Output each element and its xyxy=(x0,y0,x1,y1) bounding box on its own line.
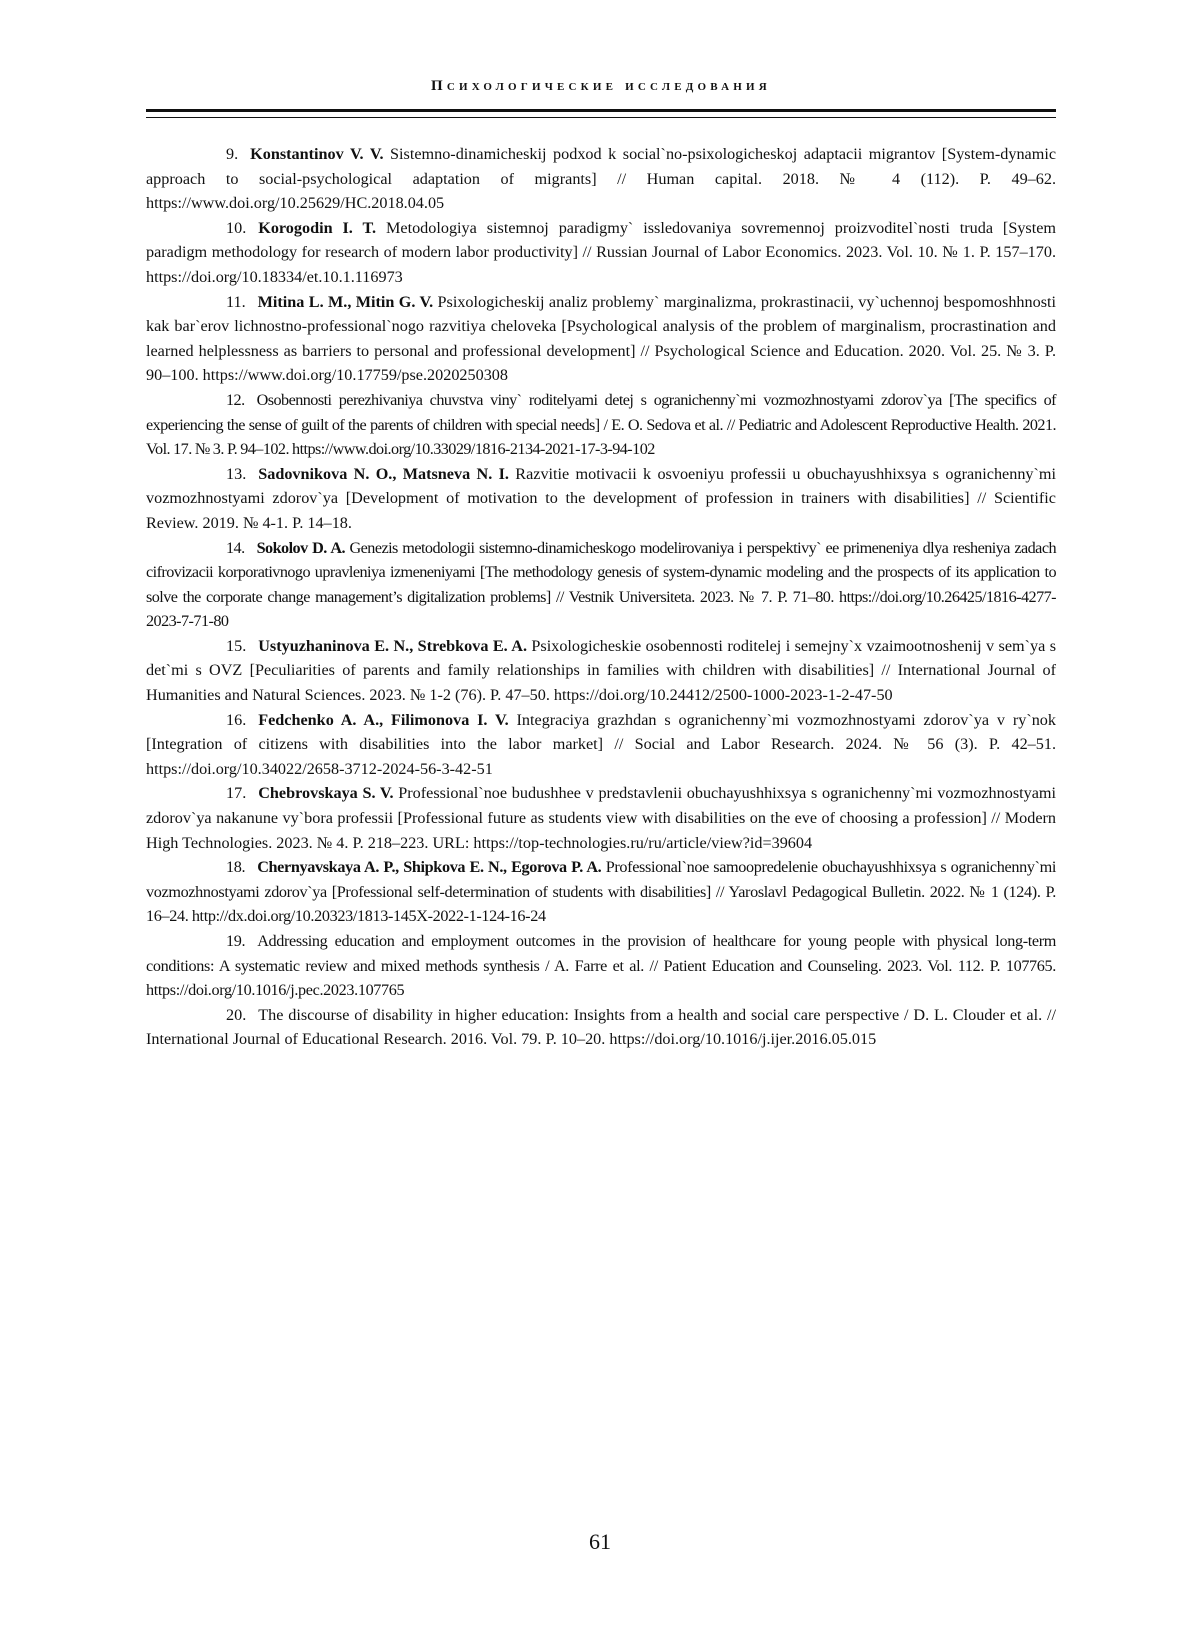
reference-10 xyxy=(146,216,1056,290)
reference-authors: Konstantinov V. V. xyxy=(250,145,383,163)
reference-authors: Sadovnikova N. O., Matsneva N. I. xyxy=(258,465,509,483)
reference-number: 19. xyxy=(186,929,245,954)
reference-number: 16. xyxy=(186,708,246,733)
reference-text: Psixologicheskij analiz problemy` marginalizma, prokrastinacii, vy`uchennoj bespomoshhnosti kak bar`erov lichnostno-professional`nogo razvitiya cheloveka [Psychological analysis of the problem of marginalism, procrastination and learned helplessness as barriers to personal and professional development] // Psychological Science and Education. 2020. Vol. 25. № 3. P. 90–100. https://www.doi.org/10.17759/pse.2020250308 xyxy=(146,293,1056,385)
reference-authors: Sokolov D. A. xyxy=(257,539,345,557)
reference-number: 17. xyxy=(186,781,246,806)
reference-number: 12. xyxy=(186,388,245,413)
reference-11 xyxy=(146,290,1056,388)
reference-18 xyxy=(146,855,1056,929)
reference-text: Sistemno-dinamicheskij podxod k social`no-psixologicheskoj adaptacii migrantov [System-dynamic approach to social-psychological adaptation of migrants] // Human capital. 2018. № 4 (112). P. 49–62. https://www.doi.org/10.25629/HC.2018.04.05 xyxy=(146,145,1056,212)
reference-number: 9. xyxy=(186,142,238,167)
reference-text: Osobennosti perezhivaniya chuvstva viny` roditelyami detej s ogranichenny`mi vozmozhnostyami zdorov`ya [The specifics of experiencing the sense of guilt of the parents of children with special needs] / E. O. Sedova et al. // Pediatric and Adolescent Reproductive Health. 2021. Vol. 17. № 3. P. 94–102. https://www.doi.org/10.33029/1816-2134-2021-17-3-94-102 xyxy=(146,391,1056,458)
reference-number: 15. xyxy=(186,634,246,659)
reference-17 xyxy=(146,781,1056,855)
reference-authors: Fedchenko A. A., Filimonova I. V. xyxy=(258,711,508,729)
reference-number: 14. xyxy=(186,536,245,561)
reference-14 xyxy=(146,536,1056,634)
running-head: Психологические исследования xyxy=(146,78,1056,95)
reference-text: The discourse of disability in higher education: Insights from a health and social care perspective / D. L. Clouder et al. // International Journal of Educational Research. 2016. Vol. 79. P. 10–20. https://doi.org/10.1016/j.ijer.2016.05.015 xyxy=(146,1006,1056,1049)
reference-authors: Ustyuzhaninova E. N., Strebkova E. A. xyxy=(258,637,527,655)
reference-16 xyxy=(146,708,1056,782)
reference-text: Professional`noe samoopredelenie obuchayushhixsya s ogranichenny`mi vozmozhnostyami zdorov`ya [Professional self-determination of students with disabilities] // Yaroslavl Pedagogical Bulletin. 2022. № 1 (124). P. 16–24. http://dx.doi.org/10.20323/1813-145X-2022-1-124-16-24 xyxy=(146,858,1056,925)
reference-text: Genezis metodologii sistemno-dinamicheskogo modelirovaniya i perspektivy` ee primeneniya dlya resheniya zadach cifrovizacii korporativnogo upravleniya izmeneniyami [The methodology genesis of system-dynamic modeling and the prospects of its application to solve the corporate change management’s digitalization problems] // Vestnik Universiteta. 2023. № 7. P. 71–80. https://doi.org/10.26425/1816-4277-2023-7-71-80 xyxy=(146,539,1056,631)
reference-text: Professional`noe budushhee v predstavlenii obuchayushhixsya s ogranichenny`mi vozmozhnostyami zdorov`ya nakanune vy`bora professii [Professional future as students view with disabilities on the eve of choosing a profession] // Modern High Technologies. 2023. № 4. P. 218–223. URL: https://top-technologies.ru/ru/article/view?id=39604 xyxy=(146,784,1056,851)
reference-15 xyxy=(146,634,1056,708)
header-rule-thick xyxy=(146,109,1056,112)
reference-text: Metodologiya sistemnoj paradigmy` issledovaniya sovremennoj proizvoditel`nosti truda [System paradigm methodology for research of modern labor productivity] // Russian Journal of Labor Economics. 2023. Vol. 10. № 1. P. 157–170. https://doi.org/10.18334/et.10.1.116973 xyxy=(146,219,1056,286)
reference-text: Psixologicheskie osobennosti roditelej i semejny`x vzaimootnoshenij v sem`ya s det`mi s OVZ [Peculiarities of parents and family relationships in families with children with disabilities] // International Journal of Humanities and Natural Sciences. 2023. № 1-2 (76). P. 47–50. https://doi.org/10.24412/2500-1000-2023-1-2-47-50 xyxy=(146,637,1056,704)
reference-text: Integraciya grazhdan s ogranichenny`mi vozmozhnostyami zdorov`ya v ry`nok [Integration of citizens with disabilities into the labor market] // Social and Labor Research. 2024. № 56 (3). P. 42–51. https://doi.org/10.34022/2658-3712-2024-56-3-42-51 xyxy=(146,711,1056,778)
reference-authors: Mitina L. M., Mitin G. V. xyxy=(258,293,434,311)
reference-number: 10. xyxy=(186,216,246,241)
reference-19 xyxy=(146,929,1056,1003)
reference-authors: Korogodin I. T. xyxy=(258,219,376,237)
reference-number: 18. xyxy=(186,855,245,880)
reference-13 xyxy=(146,462,1056,536)
reference-number: 13. xyxy=(186,462,246,487)
reference-text: Razvitie motivacii k osvoeniyu professii u obuchayushhixsya s ogranichenny`mi vozmozhnostyami zdorov`ya [Development of motivation to the development of profession in trainers with disabilities] // Scientific Review. 2019. № 4-1. P. 14–18. xyxy=(146,465,1056,532)
reference-authors: Chernyavskaya A. P., Shipkova E. N., Egorova P. A. xyxy=(257,858,601,876)
reference-12 xyxy=(146,388,1056,462)
reference-text: Addressing education and employment outcomes in the provision of healthcare for young people with physical long-term conditions: A systematic review and mixed methods synthesis / A. Farre et al. // Patient Education and Counseling. 2023. Vol. 112. P. 107765. https://doi.org/10.1016/j.pec.2023.107765 xyxy=(146,932,1056,999)
reference-20 xyxy=(146,1003,1056,1052)
reference-9 xyxy=(146,142,1056,216)
reference-number: 11. xyxy=(186,290,246,315)
reference-list xyxy=(146,142,1056,1052)
header-rule-thin xyxy=(146,117,1056,118)
page-number: 61 xyxy=(0,1529,1200,1555)
reference-authors: Chebrovskaya S. V. xyxy=(258,784,393,802)
reference-number: 20. xyxy=(186,1003,246,1028)
